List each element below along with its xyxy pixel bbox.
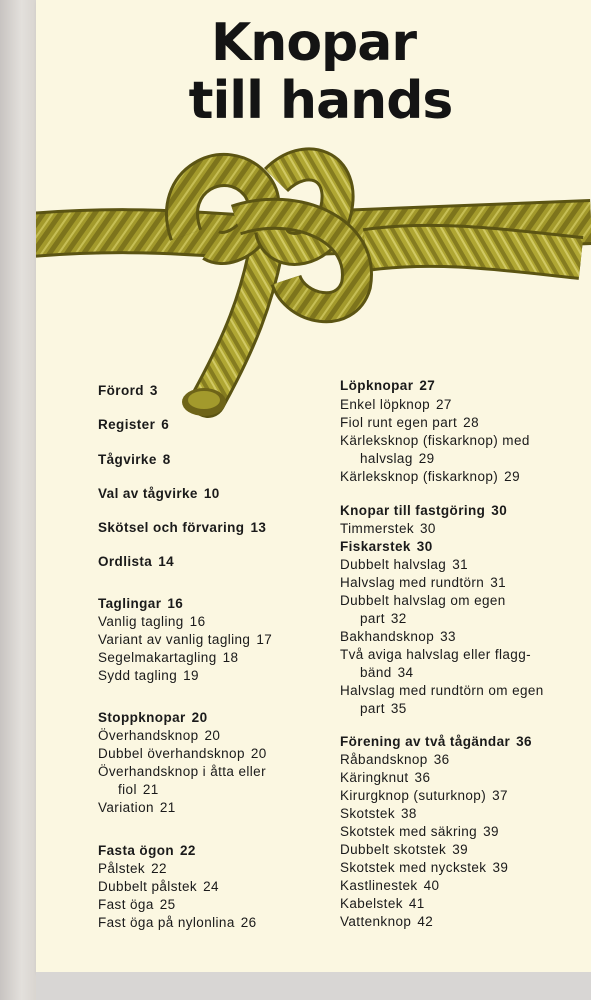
toc-entry-page: 30 [416,539,433,554]
toc-entry-title: Bakhandsknop [340,629,435,644]
toc-entry-page: 41 [408,896,425,911]
toc-entry-page: 18 [222,650,239,665]
toc-entry-title: Enkel löpknop [340,397,431,412]
title-line-2: till hands [188,71,453,131]
toc-entry [340,557,468,572]
toc-entry [98,782,159,797]
toc-entry [340,734,532,749]
toc-entry [98,764,266,779]
toc-entry-title: Dubbel överhandsknop [98,746,245,761]
toc-entry [340,878,439,893]
toc-entry [98,650,238,665]
toc-entry-title: Dubbelt pålstek [98,879,198,894]
toc-entry [340,788,508,803]
toc-entry [98,861,167,876]
toc-entry-title: Kirurgknop (suturknop) [340,788,487,803]
toc-entry-page: 37 [492,788,508,803]
toc-entry-page: 36 [516,734,532,749]
toc-entry-page: 20 [250,746,267,761]
toc-entry-page: 22 [180,843,196,858]
toc-entry [98,668,199,683]
toc-entry-page: 27 [419,378,436,393]
toc-entry [340,914,433,929]
toc-entry-title: Kastlinestek [340,878,418,893]
toc-entry-title: Kärleksknop (fiskarknop) [340,469,499,484]
toc-entry [340,575,506,590]
toc-entry [340,896,425,911]
toc-entry-page: 21 [142,782,159,797]
toc-entry-page: 30 [491,503,508,518]
toc-entry-title: Taglingar [98,596,162,611]
toc-entry-title: Halvslag med rundtörn om egen [340,683,544,698]
toc-entry-page: 31 [452,557,469,572]
toc-entry-title: Dubbelt halvslag om egen [340,593,506,608]
book-spine [0,0,36,1000]
toc-entry-title: Två aviga halvslag eller flagg- [340,647,531,662]
toc-entry-title: Timmerstek [340,521,414,536]
toc-entry-title: Segelmakartagling [98,650,217,665]
toc-entry [340,378,435,393]
toc-entry-page: 33 [440,629,456,644]
toc-entry-page: 24 [203,879,219,894]
toc-entry [340,415,479,430]
toc-entry-page: 16 [167,596,184,611]
toc-entry-title: Överhandsknop i åtta eller [98,764,266,779]
toc-entry-title: Variant av vanlig tagling [98,632,251,647]
toc-entry [340,539,433,554]
toc-entry-title: Skotstek med säkring [340,824,478,839]
toc-entry-title: Variation [98,800,154,815]
toc-entry-page: 13 [250,520,267,535]
toc-entry [340,397,452,412]
toc-entry-title: Register [98,417,156,432]
toc-entry [98,632,272,647]
toc-entry [98,614,206,629]
toc-entry-title: Vanlig tagling [98,614,184,629]
toc-entry-title: Råbandsknop [340,752,428,767]
toc-entry [98,520,266,535]
toc-entry-page: 27 [436,397,452,412]
toc-entry-title: part [360,611,385,626]
knotted-rope-illustration [36,0,591,440]
toc-entry-page: 3 [149,383,158,398]
toc-entry [98,746,267,761]
toc-entry [98,897,176,912]
toc-entry-title: Vattenknop [340,914,412,929]
toc-entry-title: Kärleksknop (fiskarknop) med [340,433,530,448]
toc-entry [340,593,506,608]
toc-entry-title: Pålstek [98,861,146,876]
toc-entry [98,596,183,611]
toc-entry [340,451,435,466]
toc-entry-title: Fiskarstek [340,539,411,554]
toc-entry-title: Sydd tagling [98,668,178,683]
toc-entry-page: 35 [390,701,407,716]
toc-entry [340,752,450,767]
toc-entry [98,843,196,858]
toc-entry-title: Fiol runt egen part [340,415,458,430]
toc-entry-page: 29 [418,451,435,466]
toc-entry-title: Kabelstek [340,896,403,911]
toc-entry [340,824,499,839]
toc-entry-page: 38 [400,806,417,821]
toc-entry-title: part [360,701,385,716]
toc-entry-page: 28 [463,415,479,430]
toc-entry-page: 6 [161,417,170,432]
toc-entry [340,503,507,518]
toc-entry-page: 36 [414,770,431,785]
toc-entry [98,554,174,569]
toc-entry-page: 22 [151,861,167,876]
toc-entry [340,770,430,785]
toc-entry-title: halvslag [360,451,413,466]
toc-entry-page: 42 [417,914,434,929]
toc-entry [340,521,436,536]
title-line-1: Knopar [211,13,416,73]
toc-entry-title: Skotstek med nyckstek [340,860,487,875]
toc-entry-page: 19 [183,668,199,683]
toc-entry [340,665,413,680]
toc-entry-page: 20 [204,728,221,743]
toc-entry [98,879,219,894]
toc-entry-title: Fast öga på nylonlina [98,915,235,930]
toc-entry-page: 40 [423,878,440,893]
toc-entry-title: fiol [118,782,137,797]
toc-entry-page: 10 [203,486,220,501]
toc-entry-title: Dubbelt halvslag [340,557,447,572]
toc-entry-page: 39 [452,842,469,857]
toc-entry [98,486,220,501]
toc-entry-title: Fasta ögon [98,843,175,858]
toc-entry-page: 26 [240,915,257,930]
toc-entry-title: bänd [360,665,392,680]
toc-entry [98,383,158,398]
toc-entry-page: 16 [189,614,206,629]
toc-entry-title: Val av tågvirke [98,486,198,501]
toc-entry-title: Ordlista [98,554,153,569]
toc-entry-page: 17 [256,632,273,647]
toc-entry-page: 29 [504,469,520,484]
toc-entry-title: Skötsel och förvaring [98,520,245,535]
toc-entry [340,701,407,716]
toc-entry-title: Förord [98,383,144,398]
toc-entry [340,611,407,626]
toc-entry [340,842,468,857]
toc-entry [340,860,508,875]
toc-entry [340,469,520,484]
toc-entry-title: Dubbelt skotstek [340,842,447,857]
toc-entry-page: 34 [397,665,414,680]
toc-entry-title: Käringknut [340,770,409,785]
toc-entry-page: 39 [492,860,509,875]
toc-entry-title: Skotstek [340,806,395,821]
toc-entry [340,647,531,662]
toc-entry-page: 20 [191,710,208,725]
toc-entry [98,800,176,815]
toc-entry-title: Förening av två tågändar [340,734,511,749]
toc-entry-title: Stoppknopar [98,710,186,725]
page-bottom-edge [36,972,591,1000]
toc-entry-title: Tågvirke [98,452,157,467]
toc-entry-page: 32 [390,611,407,626]
book-cover [36,0,591,972]
toc-entry [98,710,207,725]
toc-entry [340,806,417,821]
toc-entry-title: Knopar till fastgöring [340,503,486,518]
toc-entry-title: Löpknopar [340,378,414,393]
toc-entry-page: 36 [433,752,450,767]
toc-entry-page: 25 [159,897,176,912]
toc-entry-title: Halvslag med rundtörn [340,575,485,590]
toc-entry-page: 31 [490,575,507,590]
toc-entry [98,417,169,432]
toc-entry [340,433,530,448]
toc-entry-page: 8 [162,452,171,467]
toc-entry-page: 30 [420,521,436,536]
toc-entry-page: 21 [159,800,176,815]
toc-entry-page: 14 [158,554,175,569]
toc-entry [98,452,171,467]
toc-entry [98,915,257,930]
toc-entry-title: Fast öga [98,897,154,912]
toc-entry-title: Överhandsknop [98,728,199,743]
toc-entry [98,728,220,743]
toc-entry [340,683,544,698]
toc-entry [340,629,456,644]
toc-entry-page: 39 [483,824,499,839]
